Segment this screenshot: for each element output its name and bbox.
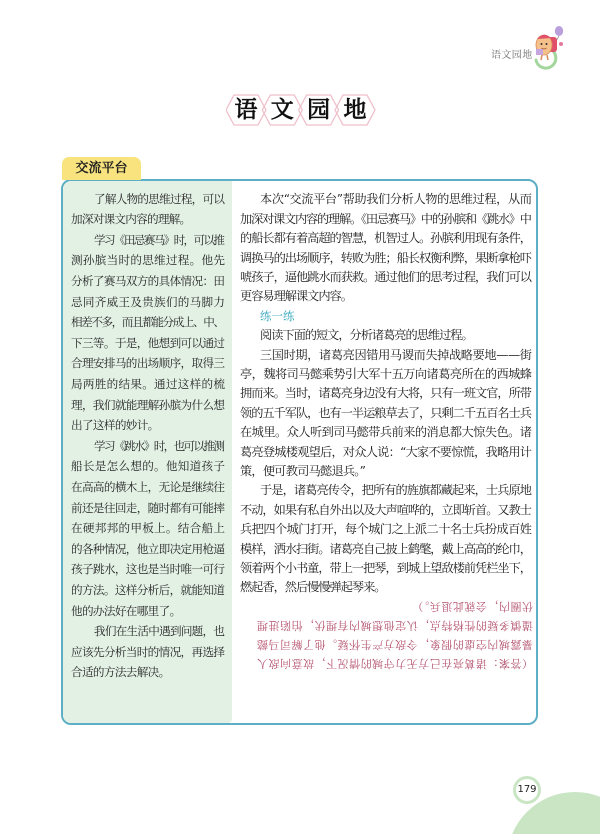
main-text-line: 唬孩子，逼他跳水而获救。通过他们的思考过程，我们可以 — [240, 269, 532, 284]
story-paragraph — [240, 346, 532, 482]
sidebar-text-line: 了解人物的思维过程，可以 — [94, 191, 225, 206]
sidebar-text-line: 局两胜的结果。通过这样的梳 — [71, 377, 226, 392]
main-text-line: 领着两个小书童，带上一把琴，到城上望敌楼前凭栏坐下， — [240, 561, 532, 576]
main-text-line: 在城里。众人听到司马懿带兵前来的消息都大惊失色。诸 — [240, 425, 532, 440]
sidebar-text-line: 忌同齐威王及贵族们的马脚力 — [71, 294, 226, 309]
main-text-line: 更容易理解课文内容。 — [240, 289, 352, 304]
main-text — [240, 190, 532, 598]
sidebar-text-line: 出了这样的妙计。 — [71, 418, 159, 433]
answer-line: 伏圈内，会就此退兵。） — [411, 600, 533, 613]
exercise-heading: 练一练 — [260, 308, 295, 323]
main-text-line: 加深对课文内容的理解。《田忌赛马》中的孙膑和《跳水》中 — [240, 211, 531, 226]
main-text-line: 本次“交流平台”帮助我们分析人物的思维过程，从而 — [260, 192, 532, 207]
sidebar-text-line: 测孙膑当时的思维过程。他先 — [71, 253, 226, 268]
sidebar-text-line: 船长是怎么想的。他知道孩子 — [71, 459, 226, 474]
sidebar-text-line: 下三等。于是，他想到可以通过 — [71, 335, 225, 350]
answer-line: （答案：诸葛亮在己方无力守城的情况下，故意向敌人 — [256, 657, 533, 670]
sidebar-text-line: 合理安排马的出场顺序，取得三 — [71, 356, 225, 371]
answer-line: 暴露城内空虚的假象，令敌方产生怀疑。他了解司马懿 — [256, 638, 533, 651]
main-text-line: 葛亮登城楼观望后，对众人说：“大家不要惊慌，我略用计 — [240, 444, 532, 459]
sidebar-text-line: 应该先分析当时的情况，再选择 — [71, 644, 225, 659]
sidebar-text-line: 孩子跳水，这也是当时唯一可行 — [71, 562, 225, 577]
main-text-line: 领的五千军队，也有一半运粮草去了，只剩二千五百名士兵 — [240, 405, 532, 420]
main-text-line: 拥而来。当时，诸葛亮身边没有大将，只有一班文官，所带 — [240, 386, 532, 401]
main-text-line: 三国时期，诸葛亮因错用马谡而失掉战略要地——街 — [260, 347, 532, 362]
sidebar-text-line: 我们在生活中遇到问题，也 — [94, 624, 225, 639]
sidebar-paragraph — [71, 230, 225, 436]
answer-key-upside-down — [257, 597, 533, 673]
main-text-line: 策，便可教司马懿退兵。” — [240, 463, 366, 478]
answer-line: 谨慎多疑的性格特点，认定他想城内有埋伏，怕陷进埋 — [256, 619, 533, 632]
title-char: 园 — [307, 96, 331, 123]
sidebar-text-line: 分析了赛马双方的具体情况：田 — [71, 274, 225, 289]
main-text-line: 亭，魏将司马懿乘势引大军十五万向诸葛亮所在的西城蜂 — [240, 366, 532, 381]
sidebar-text-line: 学习《田忌赛马》时，可以推 — [94, 232, 224, 247]
exercise-instruction: 阅读下面的短文，分析诸葛亮的思维过程。 — [260, 328, 473, 343]
sidebar-text-line: 相差不多，而且都能分成上、中、 — [71, 315, 224, 330]
sidebar-text-line: 的各种情况，他立即决定用枪逼 — [71, 541, 225, 556]
sidebar-text-line: 理，我们就能理解孙膑为什么想 — [71, 397, 225, 412]
title-char: 地 — [343, 96, 367, 123]
main-text-line: 兵把四个城门打开，每个城门之上派二十名士兵扮成百姓 — [240, 522, 532, 537]
page-title — [226, 94, 378, 126]
sidebar-text-line: 他的办法好在哪里了。 — [71, 603, 181, 618]
main-text-line: 调换马的出场顺序，转败为胜；船长权衡利弊，果断拿枪吓 — [240, 250, 532, 265]
main-text-line: 燃起香，然后慢慢弹起琴来。 — [240, 580, 386, 595]
sidebar-paragraph — [71, 189, 225, 230]
story-paragraph — [240, 481, 532, 597]
main-text-line: 于是，诸葛亮传令，把所有的旌旗都藏起来，士兵原地 — [260, 483, 532, 498]
main-text-line: 的船长都有着高超的智慧，机智过人。孙膑利用现有条件， — [240, 231, 532, 246]
intro-paragraph — [240, 190, 532, 306]
title-char: 语 — [234, 96, 258, 123]
page-number: 179 — [513, 776, 541, 804]
sidebar-text-line: 前还是往回走，随时都有可能摔 — [71, 500, 225, 515]
sidebar-text-line: 在高高的横木上，无论是继续往 — [71, 480, 225, 494]
main-text-line: 模样，洒水扫街。诸葛亮自己披上鹤氅，戴上高高的纶巾， — [240, 541, 532, 556]
mascot-icon — [528, 24, 568, 70]
sidebar-text — [71, 189, 225, 683]
sidebar-text-line: 学习《跳水》时，也可以推测 — [94, 438, 224, 453]
sidebar-text-line: 在硬邦邦的甲板上。结合船上 — [71, 521, 226, 536]
section-label: 语文园地 — [491, 50, 533, 61]
sidebar-text-line: 的方法。这样分析后，就能知道 — [71, 582, 225, 597]
sidebar-paragraph — [71, 436, 225, 621]
title-char: 文 — [270, 96, 294, 123]
sidebar-text-line: 合适的方法去解决。 — [71, 665, 170, 680]
main-text-line: 不动，如果有私自外出以及大声喧哗的，立即斩首。又教士 — [240, 502, 532, 517]
sidebar-tab-label: 交流平台 — [62, 157, 141, 180]
sidebar-paragraph — [71, 621, 225, 683]
sidebar-text-line: 加深对课文内容的理解。 — [71, 212, 191, 227]
